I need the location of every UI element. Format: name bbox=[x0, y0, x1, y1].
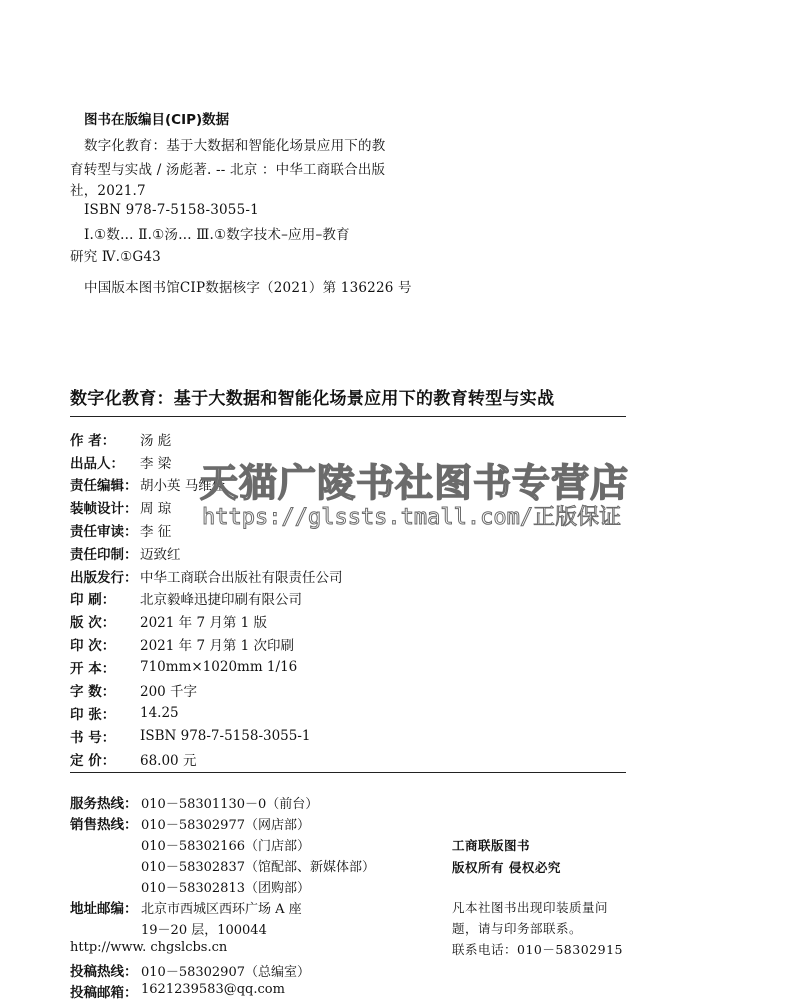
pub-row-isbn bbox=[70, 725, 311, 747]
pub-row-designer bbox=[70, 496, 171, 518]
copyright-note: 版权所有 侵权必究 bbox=[452, 860, 561, 875]
pub-label: 书 号： bbox=[70, 730, 116, 746]
pub-value: 中华工商联合出版社有限责任公司 bbox=[140, 570, 343, 586]
address-line-2: 19－20 层，100044 bbox=[141, 923, 267, 938]
pub-label: 开 本： bbox=[70, 661, 116, 677]
pub-value: 周 琼 bbox=[140, 501, 172, 517]
book-title: 数字化教育：基于大数据和智能化场景应用下的教育转型与实战 bbox=[70, 389, 555, 409]
contact-phone-note: 联系电话：010－58302915 bbox=[452, 942, 623, 957]
divider-bottom bbox=[70, 772, 626, 773]
sales-hotline-1: 010－58302977（网店部） bbox=[141, 818, 310, 833]
pub-row-sheets bbox=[70, 702, 179, 724]
pub-row-reviewer bbox=[70, 519, 171, 541]
pub-label: 责任印制： bbox=[70, 547, 138, 563]
cip-line-6: 研究 Ⅳ.①G43 bbox=[70, 249, 161, 265]
pub-label: 印 张： bbox=[70, 707, 116, 723]
pub-row-printer bbox=[70, 587, 302, 609]
pub-value: 14.25 bbox=[140, 705, 179, 721]
shop-url-watermark: https://glssts.tmall.com/正版保证 bbox=[202, 505, 622, 530]
quality-note-line-1: 凡本社图书出现印装质量问 bbox=[452, 900, 609, 915]
pub-value: 2021 年 7 月第 1 版 bbox=[140, 615, 267, 631]
pub-label: 出版发行： bbox=[70, 570, 138, 586]
service-hotline-label: 服务热线： bbox=[70, 796, 138, 812]
divider-top bbox=[70, 416, 626, 417]
pub-label: 印 刷： bbox=[70, 592, 116, 608]
pub-row-publisher bbox=[70, 565, 343, 587]
pub-row-author bbox=[70, 428, 171, 450]
pub-value: 2021 年 7 月第 1 次印刷 bbox=[140, 638, 294, 654]
pub-label: 装帧设计： bbox=[70, 501, 138, 517]
pub-label: 出品人： bbox=[70, 456, 124, 472]
address-label: 地址邮编： bbox=[70, 901, 138, 917]
submission-hotline-label: 投稿热线： bbox=[70, 964, 138, 980]
service-hotline-value: 010－58301130－0（前台） bbox=[141, 797, 319, 812]
pub-row-edition bbox=[70, 610, 267, 632]
pub-value: 汤 彪 bbox=[140, 433, 172, 449]
pub-value: 李 梁 bbox=[140, 456, 172, 472]
pub-label: 责任审读： bbox=[70, 524, 138, 540]
pub-row-word-count bbox=[70, 679, 197, 701]
cip-isbn: ISBN 978-7-5158-3055-1 bbox=[84, 202, 259, 218]
cip-heading: 图书在版编目(CIP)数据 bbox=[84, 112, 230, 128]
publisher-series-note: 工商联版图书 bbox=[452, 838, 531, 853]
pub-row-format bbox=[70, 656, 297, 678]
cip-line-2: 育转型与实战 / 汤彪著. -- 北京 ：中华工商联合出版 bbox=[70, 162, 386, 178]
quality-note-line-2: 题，请与印务部联系。 bbox=[452, 921, 583, 936]
pub-value: 李 征 bbox=[140, 524, 172, 540]
pub-label: 作 者： bbox=[70, 433, 116, 449]
submission-hotline-value: 010－58302907（总编室） bbox=[141, 965, 310, 980]
pub-value: 胡小英 马维佳 bbox=[140, 478, 226, 494]
pub-row-print-manager bbox=[70, 542, 181, 564]
submission-email-label: 投稿邮箱： bbox=[70, 985, 138, 1001]
pub-value: 迈致红 bbox=[140, 547, 181, 563]
sales-hotline-2: 010－58302166（门店部） bbox=[141, 839, 310, 854]
pub-label: 字 数： bbox=[70, 684, 116, 700]
pub-value: 710mm×1020mm 1/16 bbox=[140, 659, 298, 675]
sales-hotline-4: 010－58302813（团购部） bbox=[141, 881, 310, 896]
cip-line-3: 社，2021.7 bbox=[70, 183, 146, 199]
pub-value: 68.00 元 bbox=[140, 753, 197, 769]
pub-label: 责任编辑： bbox=[70, 478, 138, 494]
pub-row-impression bbox=[70, 633, 294, 655]
pub-label: 版 次： bbox=[70, 615, 116, 631]
sales-hotline-3: 010－58302837（馆配部、新媒体部） bbox=[141, 860, 375, 875]
sales-hotline-label: 销售热线： bbox=[70, 817, 138, 833]
shop-watermark: 天猫广陵书社图书专营店 bbox=[200, 461, 630, 505]
pub-label: 印 次： bbox=[70, 638, 116, 654]
submission-email-value[interactable]: 1621239583@qq.com bbox=[141, 982, 285, 997]
pub-value: 北京毅峰迅捷印刷有限公司 bbox=[140, 592, 302, 608]
cip-line-1: 数字化教育：基于大数据和智能化场景应用下的教 bbox=[84, 138, 386, 154]
website-link[interactable]: http://www. chgslcbs.cn bbox=[70, 940, 228, 955]
pub-value: 200 千字 bbox=[140, 684, 198, 700]
pub-label: 定 价： bbox=[70, 753, 116, 769]
pub-value: ISBN 978-7-5158-3055-1 bbox=[140, 728, 311, 744]
cip-classification: Ⅰ.①数… Ⅱ.①汤… Ⅲ.①数字技术–应用–教育 bbox=[84, 227, 350, 243]
address-line-1: 北京市西城区西环广场 A 座 bbox=[141, 902, 302, 917]
pub-row-price bbox=[70, 748, 196, 770]
pub-row-producer bbox=[70, 451, 171, 473]
cip-record-number: 中国版本图书馆CIP数据核字（2021）第 136226 号 bbox=[84, 280, 412, 296]
